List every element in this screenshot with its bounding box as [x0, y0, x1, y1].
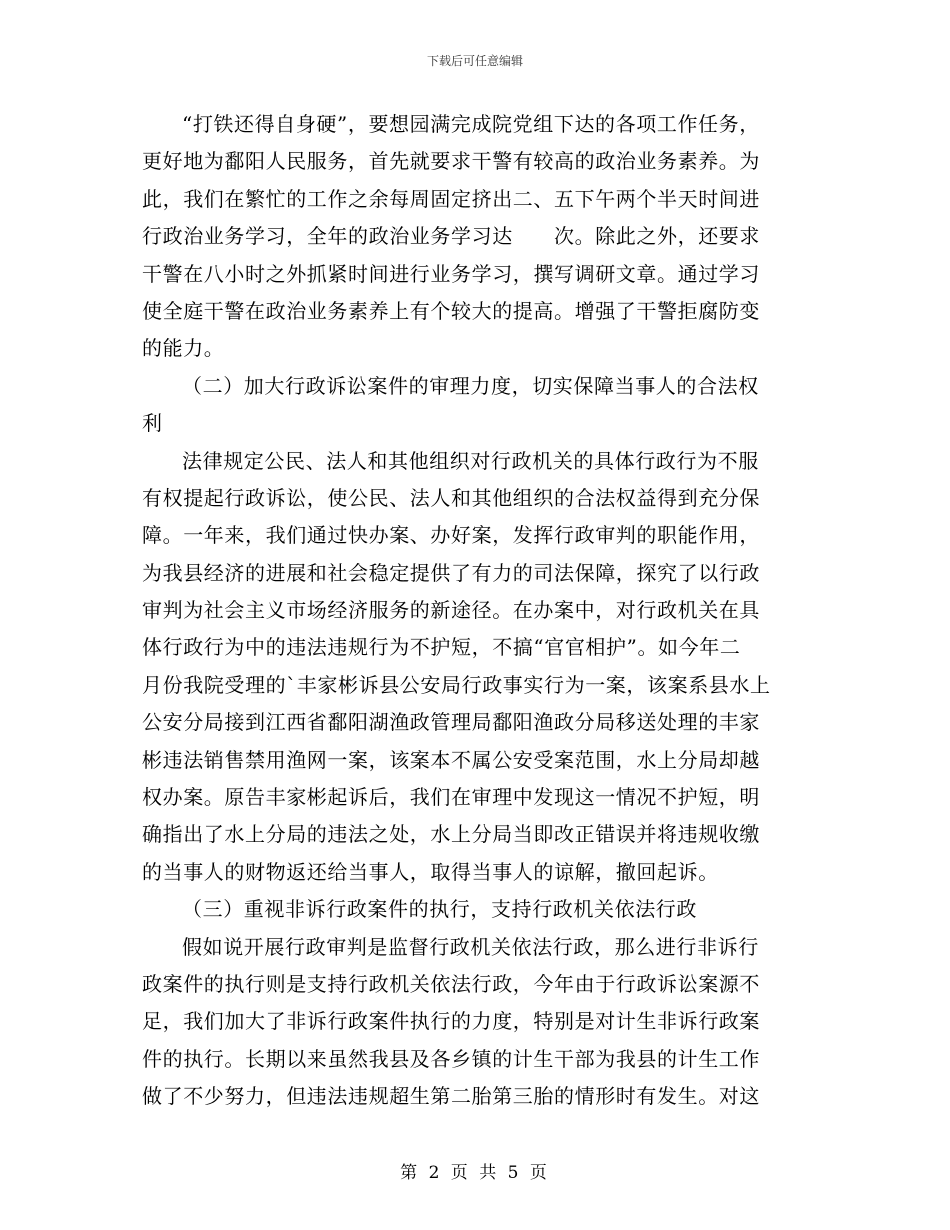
text-line: 件的执行。长期以来虽然我县及各乡镇的计生干部为我县的计生工作 — [142, 1046, 760, 1071]
text-line: 做了不少努力，但违法违规超生第二胎第三胎的情形时有发生。对这 — [142, 1084, 760, 1109]
text-line: 政案件的执行则是支持行政机关依法行政，今年由于行政诉讼案源不 — [142, 971, 760, 996]
section-heading: （三）重视非诉行政案件的执行，支持行政机关依法行政 — [182, 897, 697, 922]
text-line: 体行政行为中的违法违规行为不护短，不搞“官官相护”。如今年二 — [142, 635, 741, 660]
text-line: 假如说开展行政审判是监督行政机关依法行政，那么进行非诉行 — [182, 934, 759, 959]
text-line: 行政治业务学习，全年的政治业务学习达 次。除此之外，还要求 — [142, 224, 760, 249]
text-line: “打铁还得自身硬”，要想园满完成院党组下达的各项工作任务， — [182, 112, 760, 136]
text-line: 公安分局接到江西省鄱阳湖渔政管理局鄱阳渔政分局移送处理的丰家 — [142, 710, 760, 735]
text-line: 权办案。原告丰家彬起诉后，我们在审理中发现这一情况不护短，明 — [142, 785, 760, 810]
section-heading: 利 — [142, 411, 163, 436]
text-line: 使全庭干警在政治业务素养上有个较大的提高。增强了干警拒腐防变 — [142, 298, 760, 323]
text-line: 法律规定公民、法人和其他组织对行政机关的具体行政行为不服 — [182, 448, 759, 473]
text-line: 彬违法销售禁用渔网一案，该案本不属公安受案范围，水上分局却越 — [142, 747, 760, 772]
page-header: 下载后可任意编辑 — [426, 54, 523, 68]
text-line: 的能力。 — [142, 336, 225, 361]
text-line: 障。一年来，我们通过快办案、办好案，发挥行政审判的职能作用， — [142, 523, 760, 548]
text-line: 干警在八小时之外抓紧时间进行业务学习，撰写调研文章。通过学习 — [142, 261, 760, 286]
document-body — [142, 106, 808, 1116]
text-line: 审判为社会主义市场经济服务的新途径。在办案中，对行政机关在具 — [142, 598, 760, 623]
text-line: 的当事人的财物返还给当事人，取得当事人的谅解，撤回起诉。 — [142, 859, 719, 884]
text-line: 更好地为鄱阳人民服务，首先就要求干警有较高的政治业务素养。为 — [142, 149, 760, 174]
text-line: 为我县经济的进展和社会稳定提供了有力的司法保障，探究了以行政 — [142, 560, 760, 585]
text-line: 此，我们在繁忙的工作之余每周固定挤出二、五下午两个半天时间进 — [142, 186, 760, 211]
text-line: 月份我院受理的`丰家彬诉县公安局行政事实行为一案，该案系县水上 — [142, 672, 771, 697]
text-line: 有权提起行政诉讼，使公民、法人和其他组织的合法权益得到充分保 — [142, 485, 760, 510]
page-footer: 第 2 页 共 5 页 — [400, 1163, 550, 1183]
text-line: 确指出了水上分局的违法之处，水上分局当即改正错误并将违规收缴 — [142, 822, 760, 847]
text-line: 足，我们加大了非诉行政案件执行的力度，特别是对计生非诉行政案 — [142, 1009, 760, 1034]
section-heading: （二）加大行政诉讼案件的审理力度，切实保障当事人的合法权 — [182, 373, 759, 398]
